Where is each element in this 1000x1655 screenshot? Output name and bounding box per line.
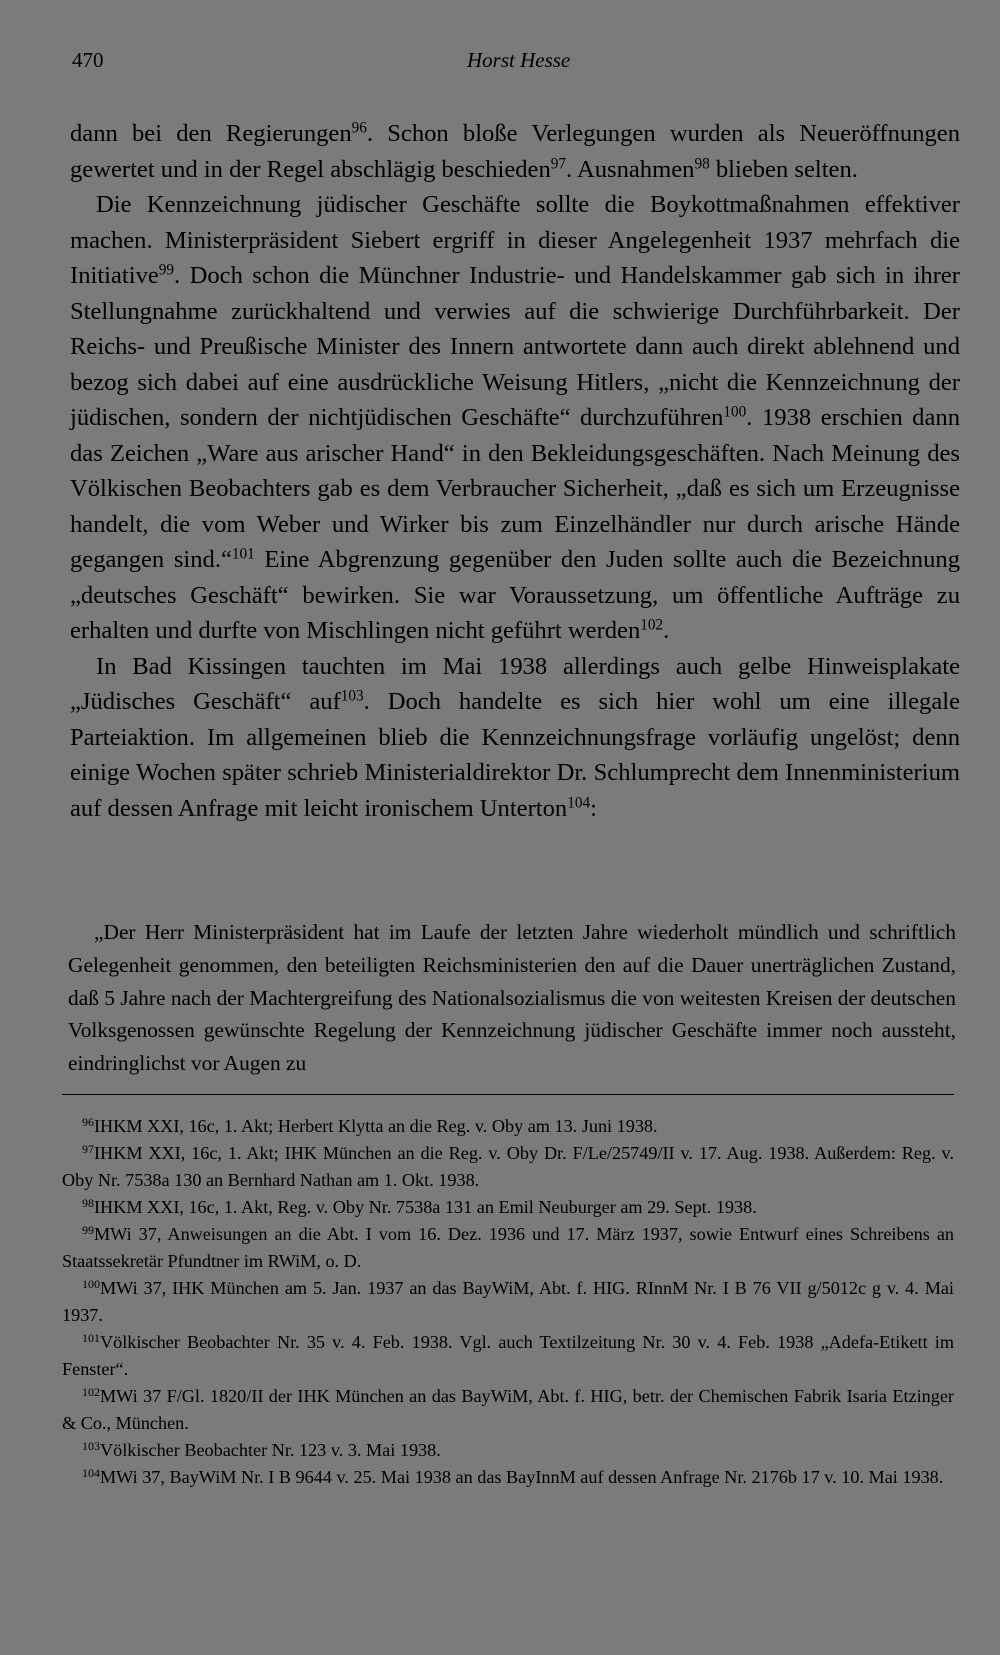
- footnote-ref: 104: [567, 794, 591, 812]
- footnote-ref: 101: [231, 545, 255, 563]
- footnote-ref: 103: [340, 687, 364, 705]
- text-run: Die Kennzeichnung jüdischer Geschäfte sollte die Boykottmaßnahmen effektiver machen. Ministerpräsident Siebert ergriff in dieser Angelegenheit 1937 mehrfach die Initiative: [70, 191, 960, 289]
- footnote-ref: 99: [158, 261, 175, 279]
- footnote-text: MWi 37, Anweisungen an die Abt. I vom 16. Dez. 1936 und 17. März 1937, sowie Entwurf eines Schreibens an Staatssekretär Pfundtner im RWiM, o. D.: [62, 1224, 954, 1271]
- page-number: 470: [72, 48, 104, 72]
- footnote: [62, 1113, 954, 1140]
- footnote-number: 100: [82, 1277, 100, 1291]
- text-run: .: [663, 617, 670, 644]
- footnote: [62, 1194, 954, 1221]
- footnote-text: IHKM XXI, 16c, 1. Akt; Herbert Klytta an die Reg. v. Oby am 13. Juni 1938.: [94, 1116, 658, 1136]
- footnote-number: 103: [82, 1439, 100, 1453]
- footnote-number: 96: [82, 1115, 94, 1129]
- footnote-ref: 98: [694, 155, 710, 173]
- footnote-text: IHKM XXI, 16c, 1. Akt, Reg. v. Oby Nr. 7538a 131 an Emil Neuburger am 29. Sept. 1938.: [94, 1197, 757, 1217]
- footnote-text: MWi 37 F/Gl. 1820/II der IHK München an das BayWiM, Abt. f. HIG, betr. der Chemischen Fabrik Isaria Etzinger & Co., München.: [62, 1386, 954, 1433]
- footnote-ref: 100: [723, 403, 747, 421]
- footnote: [62, 1275, 954, 1329]
- footnote-number: 104: [82, 1466, 100, 1480]
- footnote-number: 99: [82, 1223, 94, 1237]
- paragraph: [70, 187, 960, 649]
- quote-text: „Der Herr Ministerpräsident hat im Laufe der letzten Jahre wiederholt mündlich und schriftlich Gelegenheit genommen, den beteiligten Reichsministerien den auf die Dauer unerträglichen Zustand, daß 5 Jahre nach der Machtergreifung des Nationalsozialismus die von weitesten Kreisen der deutschen Volksgenossen gewünschte Regelung der Kennzeichnung jüdischer Geschäfte immer noch aussteht, eindringlichst vor Augen zu: [68, 920, 956, 1076]
- footnote: [62, 1464, 954, 1491]
- text-run: . Schon bloße Verlegungen wurden als Neueröffnungen gewertet und in der Regel abschlägig beschieden: [70, 120, 961, 183]
- footnote-number: 97: [82, 1142, 94, 1156]
- footnotes: [62, 1113, 954, 1491]
- text-run: blieben selten.: [709, 155, 858, 183]
- footnote-number: 102: [82, 1385, 100, 1399]
- text-run: In Bad Kissingen tauchten im Mai 1938 allerdings auch gelbe Hinweisplakate „Jüdisches Geschäft“ auf: [70, 652, 960, 715]
- footnote-text: IHKM XXI, 16c, 1. Akt; IHK München an die Reg. v. Oby Dr. F/Le/25749/II v. 17. Aug. 1938. Außerdem: Reg. v. Oby Nr. 7538a 130 an Bernhard Nathan am 1. Okt. 1938.: [62, 1143, 954, 1190]
- footnote-ref: 102: [640, 616, 664, 634]
- footnote-text: Völkischer Beobachter Nr. 35 v. 4. Feb. 1938. Vgl. auch Textilzeitung Nr. 30 v. 4. Feb. 1938 „Adefa-Etikett im Fenster“.: [62, 1332, 954, 1379]
- footnote-divider: [62, 1094, 954, 1095]
- footnote-ref: 96: [351, 119, 367, 137]
- text-run: . Doch handelte es sich hier wohl um eine illegale Parteiaktion. Im allgemeinen blieb die Kennzeichnungsfrage vorläufig ungelöst; denn einige Wochen später schrieb Ministerialdirektor Dr. Schlumprecht dem Innenministerium auf dessen Anfrage mit leicht ironischem Unterton: [70, 688, 960, 822]
- text-run: . Doch schon die Münchner Industrie- und Handelskammer gab sich in ihrer Stellungnahme zurückhaltend und verwies auf die schwierige Durchführbarkeit. Der Reichs- und Preußische Minister des Innern antwortete dann auch direkt ablehnend und bezog sich dabei auf eine ausdrückliche Weisung Hitlers, „nicht die Kennzeichnung der jüdischen, sondern der nichtjüdischen Geschäfte“ durchzuführen: [70, 262, 960, 431]
- running-head: Horst Hesse: [467, 48, 571, 72]
- text-run: Eine Abgrenzung gegenüber den Juden sollte auch die Bezeichnung „deutsches Geschäft“ bewirken. Sie war Voraussetzung, um öffentliche Aufträge zu erhalten und durfte von Mischlingen nicht geführt werden: [70, 546, 960, 644]
- text-run: . Ausnahmen: [566, 155, 695, 183]
- footnote-text: MWi 37, IHK München am 5. Jan. 1937 an das BayWiM, Abt. f. HIG. RInnM Nr. I B 76 VII g/5012c g v. 4. Mai 1937.: [62, 1278, 954, 1325]
- page-header: [72, 48, 922, 82]
- footnote: [62, 1437, 954, 1464]
- footnote: [62, 1329, 954, 1383]
- paragraph: [70, 649, 960, 827]
- block-quote: [68, 916, 956, 1080]
- footnote: [62, 1221, 954, 1275]
- footnote-number: 98: [82, 1196, 94, 1210]
- footnote: [62, 1383, 954, 1437]
- footnote-ref: 97: [550, 155, 567, 173]
- main-text: [70, 116, 960, 826]
- footnote-text: Völkischer Beobachter Nr. 123 v. 3. Mai 1938.: [100, 1440, 441, 1460]
- text-run: dann bei den Regierungen: [70, 120, 352, 147]
- paragraph: [70, 116, 960, 187]
- text-run: :: [590, 794, 597, 822]
- footnote: [62, 1140, 954, 1194]
- footnote-number: 101: [82, 1331, 100, 1345]
- footnote-text: MWi 37, BayWiM Nr. I B 9644 v. 25. Mai 1938 an das BayInnM auf dessen Anfrage Nr. 2176b 17 v. 10. Mai 1938.: [100, 1467, 944, 1487]
- text-run: . 1938 erschien dann das Zeichen „Ware aus arischer Hand“ in den Bekleidungsgeschäften. Nach Meinung des Völkischen Beobachters gab es dem Verbraucher Sicherheit, „daß es sich um Erzeugnisse handelt, die vom Weber und Wirker bis zum Einzelhändler nur durch arische Hände gegangen sind.“: [70, 404, 960, 573]
